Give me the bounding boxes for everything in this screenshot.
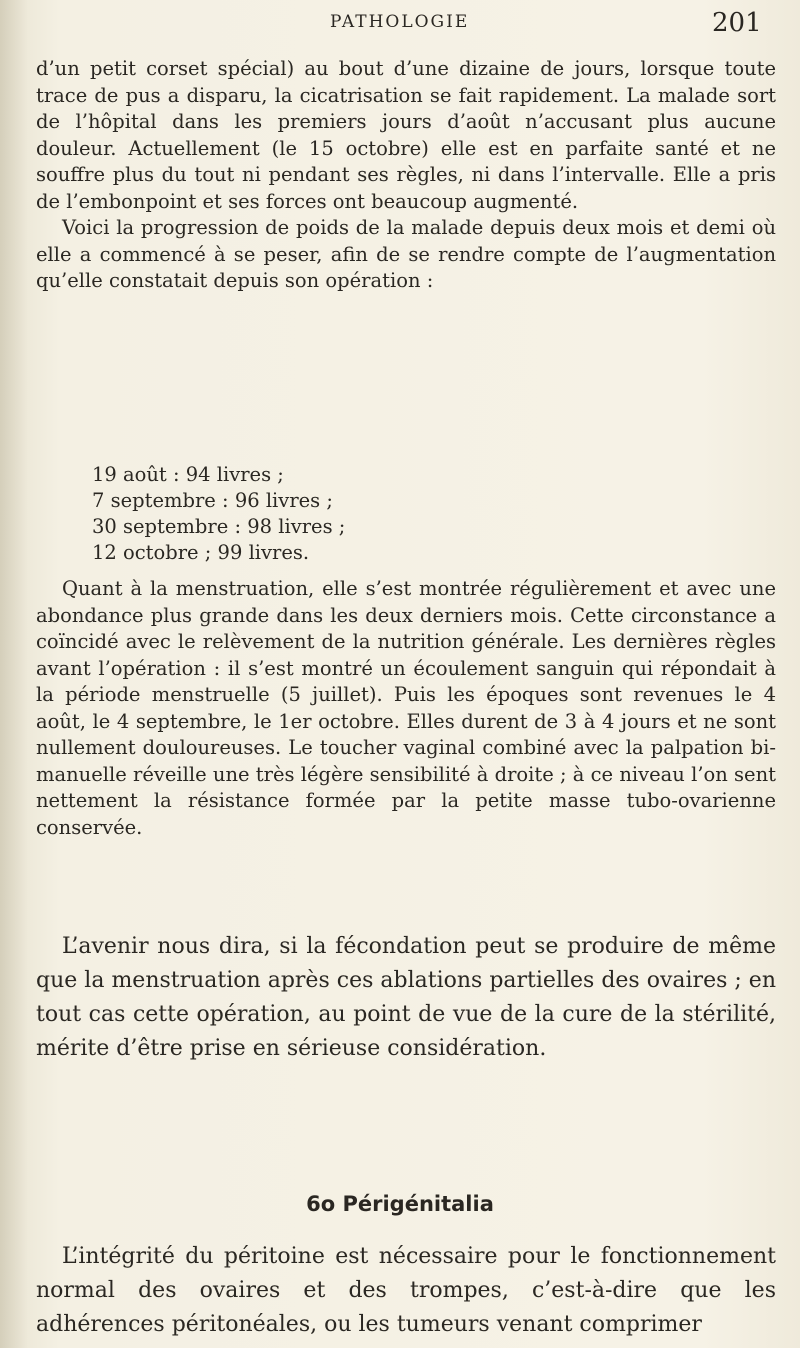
section-title: Périgénitalia xyxy=(342,1192,494,1216)
spine-shadow xyxy=(0,0,28,1348)
paragraph-weight-intro: Voici la progression de poids de la malade depuis deux mois et demi où elle a commencé à se peser, afin de se rendre compte de l’augmentation qu’elle constatait depuis son opération : xyxy=(36,216,776,292)
section-number: 6o xyxy=(306,1192,336,1216)
paragraph-fecondation: L’avenir nous dira, si la fécondation peut se produire de même que la menstruation après ces ablations partielles des ovaires ; en tout cas cette opération, au point de vue de la cure de la stérilité, mérite d’être prise en sérieuse considération. xyxy=(36,934,776,1061)
menstruation-text xyxy=(36,576,776,841)
section-heading xyxy=(0,1192,800,1216)
page-header xyxy=(0,8,800,38)
weight-entry: 30 septembre : 98 livres ; xyxy=(92,515,346,538)
perigenitalia-text xyxy=(36,1240,776,1342)
page-number: 201 xyxy=(712,8,762,38)
running-head: PATHOLOGIE xyxy=(330,12,470,32)
weight-entry: 12 octobre ; 99 livres. xyxy=(92,541,310,564)
paragraph-menstruation: Quant à la menstruation, elle s’est montrée régulièrement et avec une abondance plus grande dans les deux derniers mois. Cette circonstance a coïncidé avec le relèvement de la nutrition générale. Les dernières règles avant l’opération : il s’est montré un écoulement sanguin qui répondait à la période menstruelle (5 juillet). Puis les époques sont revenues le 4 août, le 4 septembre, le 1er octobre. Elles durent de 3 à 4 jours et ne sont nullement douloureuses. Le toucher vaginal combiné avec la palpation bi-manuelle réveille une très légère sensibilité à droite ; à ce niveau l’on sent nettement la résistance formée par la petite masse tubo-ovarienne conservée. xyxy=(36,577,776,839)
weight-entry: 7 septembre : 96 livres ; xyxy=(92,489,333,512)
weight-list xyxy=(92,462,592,566)
case-report-text xyxy=(36,56,776,295)
conclusion-text xyxy=(36,930,776,1066)
paragraph-recovery: d’un petit corset spécial) au bout d’une dizaine de jours, lorsque toute trace de pus a disparu, la cicatrisation se fait rapidement. La malade sort de l’hôpital dans les premiers jours d’août n’accusant plus aucune douleur. Actuellement (le 15 octobre) elle est en parfaite santé et ne souffre plus du tout ni pendant ses règles, ni dans l’intervalle. Elle a pris de l’embonpoint et ses forces ont beaucoup augmenté. xyxy=(36,57,776,213)
paragraph-peritoine: L’intégrité du péritoine est nécessaire pour le fonctionnement normal des ovaires et des trompes, c’est-à-dire que les adhérences péritonéales, ou les tumeurs venant comprimer xyxy=(36,1244,776,1337)
weight-entry: 19 août : 94 livres ; xyxy=(92,463,284,486)
